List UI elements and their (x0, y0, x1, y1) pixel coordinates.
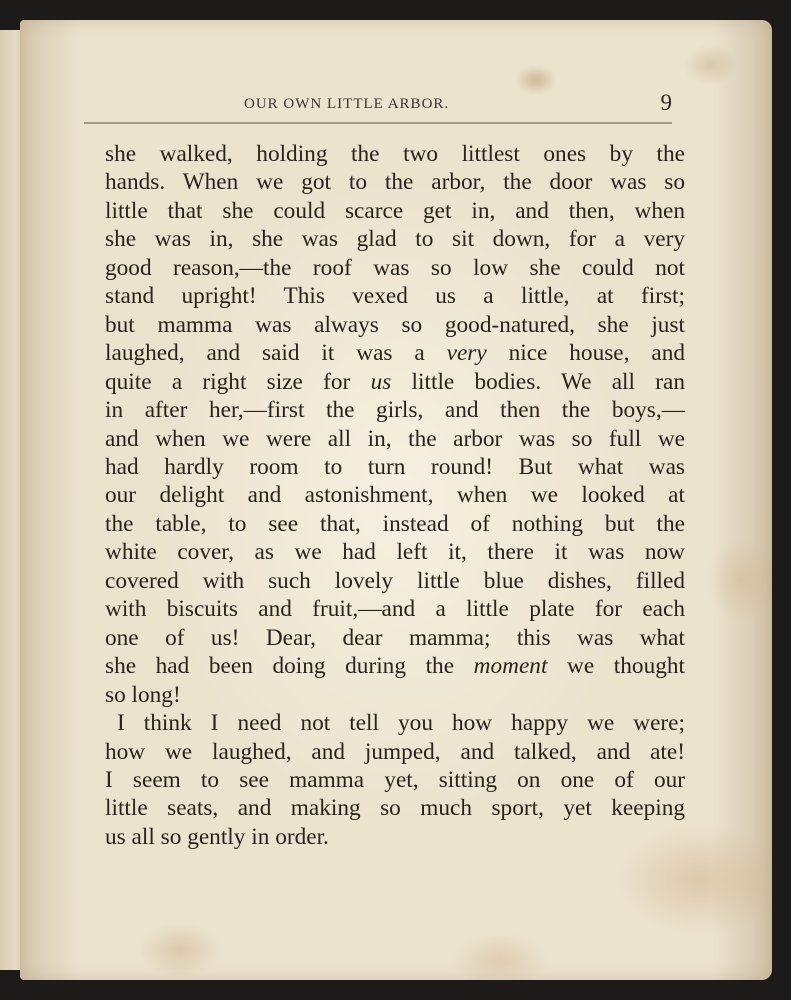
text-run: hands. When we got to the arbor, the door was so (105, 169, 685, 196)
text-line (105, 282, 685, 310)
text-line (105, 339, 685, 367)
text-run: she had been doing during the (105, 653, 474, 680)
text-line (105, 823, 685, 851)
text-run: nice house, and (486, 340, 685, 367)
text-run: had hardly room to turn round! But what was (105, 453, 685, 480)
text-run: but mamma was always so good-natured, she just (105, 311, 685, 338)
text-line (105, 225, 685, 253)
text-line (105, 311, 685, 339)
text-run: us all so gently in order. (105, 823, 329, 850)
text-line (105, 368, 685, 396)
text-run: good reason,—the roof was so low she could not (105, 254, 685, 281)
text-run: white cover, as we had left it, there it was now (105, 539, 685, 566)
text-line (105, 709, 685, 737)
wavy-rule (84, 118, 676, 128)
text-run: laughed, and said it was a (105, 340, 447, 367)
text-run: our delight and astonishment, when we looked at (105, 482, 685, 509)
emphasis-text: very (446, 340, 487, 367)
text-run: so long! (105, 681, 181, 708)
text-line (105, 538, 685, 566)
text-run: she walked, holding the two littlest ones by the (105, 141, 685, 167)
text-line (105, 567, 685, 595)
text-line (105, 254, 685, 282)
text-run: and when we were all in, the arbor was so full we (105, 425, 685, 452)
text-line (105, 168, 685, 196)
text-line (105, 794, 685, 822)
text-line (105, 197, 685, 225)
text-line (105, 738, 685, 766)
text-run: with biscuits and fruit,—and a little plate for each (105, 596, 685, 623)
text-run: how we laughed, and jumped, and talked, and ate! (105, 738, 685, 765)
text-run: the table, to see that, instead of nothing but the (105, 510, 685, 537)
text-line (105, 396, 685, 424)
body-text (105, 140, 685, 851)
text-run: little bodies. We all ran (391, 368, 685, 395)
page-number: 9 (660, 90, 672, 115)
text-line (105, 140, 685, 168)
text-run: we thought (547, 653, 685, 680)
text-line (105, 595, 685, 623)
text-run: covered with such lovely little blue dishes, filled (105, 567, 685, 594)
text-run: in after her,—first the girls, and then the boys,— (105, 397, 685, 424)
text-line (105, 766, 685, 794)
text-run: she was in, she was glad to sit down, for a very (105, 226, 685, 253)
text-run: quite a right size for (105, 368, 371, 395)
emphasis-text: moment (473, 653, 548, 680)
emphasis-text: us (370, 368, 392, 395)
text-line (105, 425, 685, 453)
running-title: OUR OWN LITTLE ARBOR. (244, 96, 450, 112)
text-line (105, 624, 685, 652)
text-run: I think I need not tell you how happy we were; (117, 710, 685, 737)
text-run: I seem to see mamma yet, sitting on one of our (105, 766, 685, 793)
text-line (105, 453, 685, 481)
text-line (105, 681, 685, 709)
text-line (105, 481, 685, 509)
text-run: one of us! Dear, dear mamma; this was what (105, 624, 685, 651)
text-run: little seats, and making so much sport, yet keeping (105, 795, 685, 822)
text-line (105, 652, 685, 680)
text-run: stand upright! This vexed us a little, at first; (105, 283, 685, 310)
running-head (84, 78, 676, 118)
text-run: little that she could scarce get in, and then, when (105, 197, 685, 224)
text-line (105, 510, 685, 538)
